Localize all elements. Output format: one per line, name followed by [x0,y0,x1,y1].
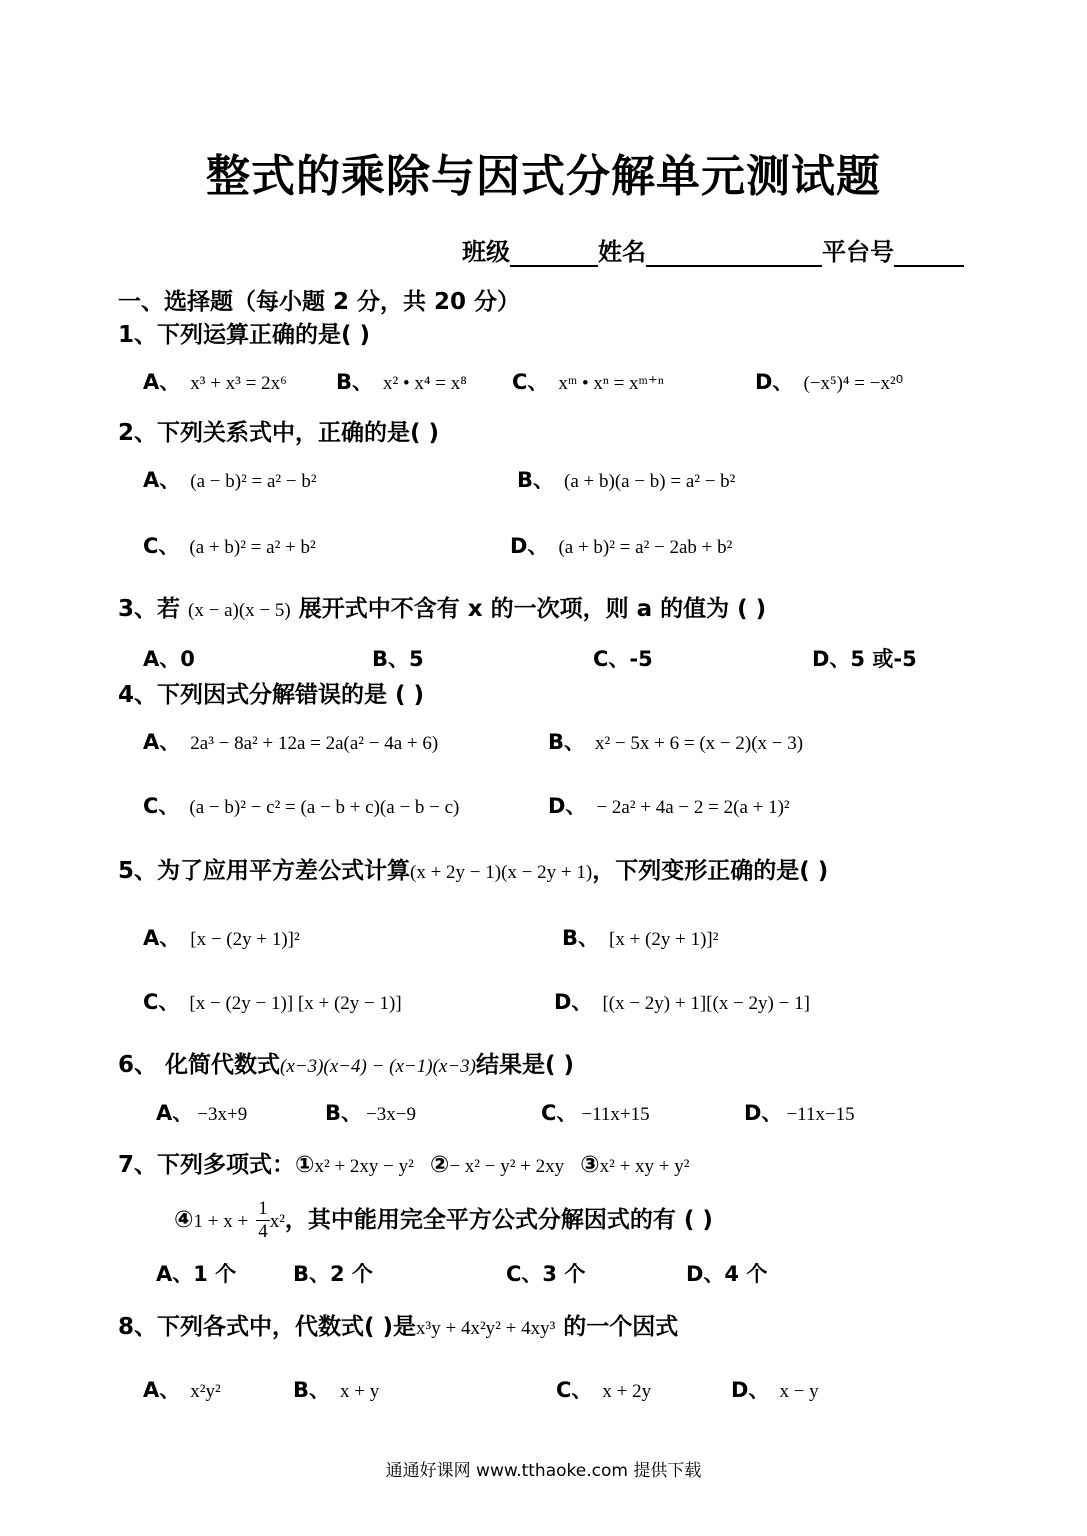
item-marker: ② [429,1152,450,1178]
polynomial-3: x² + xy + y² [599,1156,690,1177]
q8-option-d [731,1374,819,1404]
section-heading: 一、选择题（每小题 2 分，共 20 分） [118,289,521,315]
option-label: D、 [554,990,593,1014]
option-label: D、 [731,1378,770,1402]
q5-option-d [554,986,810,1016]
stem-text: 的一个因式 [563,1314,679,1340]
q4-option-a [143,726,438,756]
option-text: x − y [779,1381,819,1402]
option-label: C、 [143,990,180,1014]
item-marker: ④ [174,1207,194,1233]
fraction [256,1198,270,1243]
stem-text: 3、若 [118,596,181,622]
stem-text: 5、为了应用平方差公式计算 [118,858,411,884]
q2-option-a [143,464,317,494]
option-label: A、 [143,370,181,394]
q5-option-c [143,986,402,1016]
class-label: 班级 [462,238,510,266]
option-label: D、 [548,794,587,818]
q7-option-d: D、4 个 [686,1262,768,1286]
stem-text: ，下列变形正确的是( ) [592,858,829,884]
question-1-stem: 1、下列运算正确的是( ) [118,322,371,348]
q8-option-b [293,1374,379,1404]
option-label: C、 [512,370,549,394]
option-label: C、 [143,794,180,818]
question-7-stem-continued [174,1198,713,1243]
page-footer: 通通好课网 www.tthaoke.com 提供下载 [385,1461,702,1481]
option-text: − 2a² + 4a − 2 = 2(a + 1)² [596,797,790,818]
q3-option-d: D、5 或-5 [812,647,917,671]
option-label: B、 [548,730,586,754]
option-label: D、 [755,370,794,394]
stem-text: 结果是( ) [475,1052,575,1078]
platform-label: 平台号 [822,238,894,266]
option-text: −3x−9 [366,1104,416,1125]
stem-text: 8、下列各式中，代数式( )是 [118,1314,417,1340]
option-label: B、 [293,1378,331,1402]
option-text: (a − b)² − c² = (a − b + c)(a − b − c) [189,797,460,818]
option-text: xᵐ • xⁿ = xᵐ⁺ⁿ [558,373,664,394]
q3-option-c: C、-5 [593,647,653,671]
option-text: (a + b)² = a² − 2ab + b² [558,537,733,558]
option-label: C、 [143,534,180,558]
option-text: 2a³ − 8a² + 12a = 2a(a² − 4a + 6) [190,733,439,754]
option-text: x² − 5x + 6 = (x − 2)(x − 3) [595,733,804,754]
q6-option-c [541,1097,650,1127]
stem-math: (x + 2y − 1)(x − 2y + 1) [410,862,593,883]
option-text: x² • x⁴ = x⁸ [383,373,467,394]
option-text: x + 2y [602,1381,652,1402]
q2-option-b [517,464,735,494]
option-text: [x − (2y + 1)]² [190,929,300,950]
item-marker: ① [295,1152,315,1178]
polynomial-1: x² + 2xy − y² [314,1156,414,1177]
q6-option-a [156,1097,247,1127]
question-6-stem [118,1046,574,1079]
option-text: [x − (2y − 1)] [x + (2y − 1)] [189,993,402,1014]
option-label: B、 [517,468,555,492]
name-label: 姓名 [598,238,646,266]
q6-option-b [325,1097,416,1127]
option-text: x + y [340,1381,380,1402]
question-2-stem: 2、下列关系式中，正确的是( ) [118,420,440,446]
polynomial-4-tail: x² [269,1211,285,1232]
question-3-stem [118,590,766,623]
stem-text: 6、 化简代数式 [118,1052,281,1078]
name-blank[interactable] [646,239,822,267]
item-marker: ③ [580,1152,600,1178]
option-label: A、 [143,1378,181,1402]
question-7-stem [118,1146,689,1179]
option-text: −3x+9 [197,1104,248,1125]
option-text: (a + b)(a − b) = a² − b² [564,471,736,492]
option-label: B、 [562,926,600,950]
option-text: (a − b)² = a² − b² [190,471,317,492]
option-label: C、 [541,1101,578,1125]
q4-option-c [143,790,459,820]
option-text: −11x+15 [581,1104,650,1125]
option-label: A、 [143,730,181,754]
option-label: D、 [744,1101,783,1125]
page-title: 整式的乘除与因式分解单元测试题 [206,151,881,202]
q3-option-a: A、0 [143,647,195,671]
q7-option-a: A、1 个 [156,1262,237,1286]
polynomial-2: − x² − y² + 2xy [449,1156,565,1177]
q1-option-a [143,366,287,396]
option-text: −11x−15 [786,1104,855,1125]
stem-math: (x − a)(x − 5) [188,600,291,621]
option-text: x³ + x³ = 2x⁶ [190,373,287,394]
stem-text: 7、下列多项式： [118,1152,296,1178]
platform-blank[interactable] [894,239,964,267]
q2-option-d [510,530,732,560]
q5-option-b [562,922,718,952]
q4-option-d [548,790,790,820]
stem-math: x³y + 4x²y² + 4xy³ [416,1318,556,1339]
stem-text: 展开式中不含有 x 的一次项，则 a 的值为 ( ) [298,596,767,622]
option-text: [x + (2y + 1)]² [609,929,719,950]
q3-option-b: B、5 [372,647,424,671]
option-label: C、 [556,1378,593,1402]
option-text: [(x − 2y) + 1][(x − 2y) − 1] [602,993,810,1014]
q8-option-a [143,1374,221,1404]
fraction-numerator: 1 [258,1198,268,1219]
question-8-stem [118,1308,678,1341]
student-info [462,232,964,267]
question-4-stem: 4、下列因式分解错误的是 ( ) [118,682,425,708]
stem-text: ，其中能用完全平方公式分解因式的有 ( ) [284,1207,713,1233]
q1-option-b [336,366,467,396]
q8-option-c [556,1374,651,1404]
fraction-denominator: 4 [258,1221,268,1242]
q7-option-b: B、2 个 [293,1262,373,1286]
option-label: B、 [336,370,374,394]
option-label: A、 [156,1101,194,1125]
q2-option-c [143,530,316,560]
q1-option-d [755,366,903,396]
q6-option-d [744,1097,855,1127]
option-label: A、 [143,468,181,492]
option-label: D、 [510,534,549,558]
option-text: (−x⁵)⁴ = −x²⁰ [803,373,904,394]
stem-math: (x−3)(x−4) − (x−1)(x−3) [280,1056,476,1077]
question-5-stem [118,852,828,885]
q1-option-c [512,366,664,396]
q4-option-b [548,726,803,756]
option-label: A、 [143,926,181,950]
polynomial-4: 1 + x + [193,1211,249,1232]
option-text: (a + b)² = a² + b² [189,537,316,558]
option-text: x²y² [190,1381,221,1402]
class-blank[interactable] [510,239,598,267]
q7-option-c: C、3 个 [506,1262,586,1286]
q5-option-a [143,922,300,952]
option-label: B、 [325,1101,363,1125]
